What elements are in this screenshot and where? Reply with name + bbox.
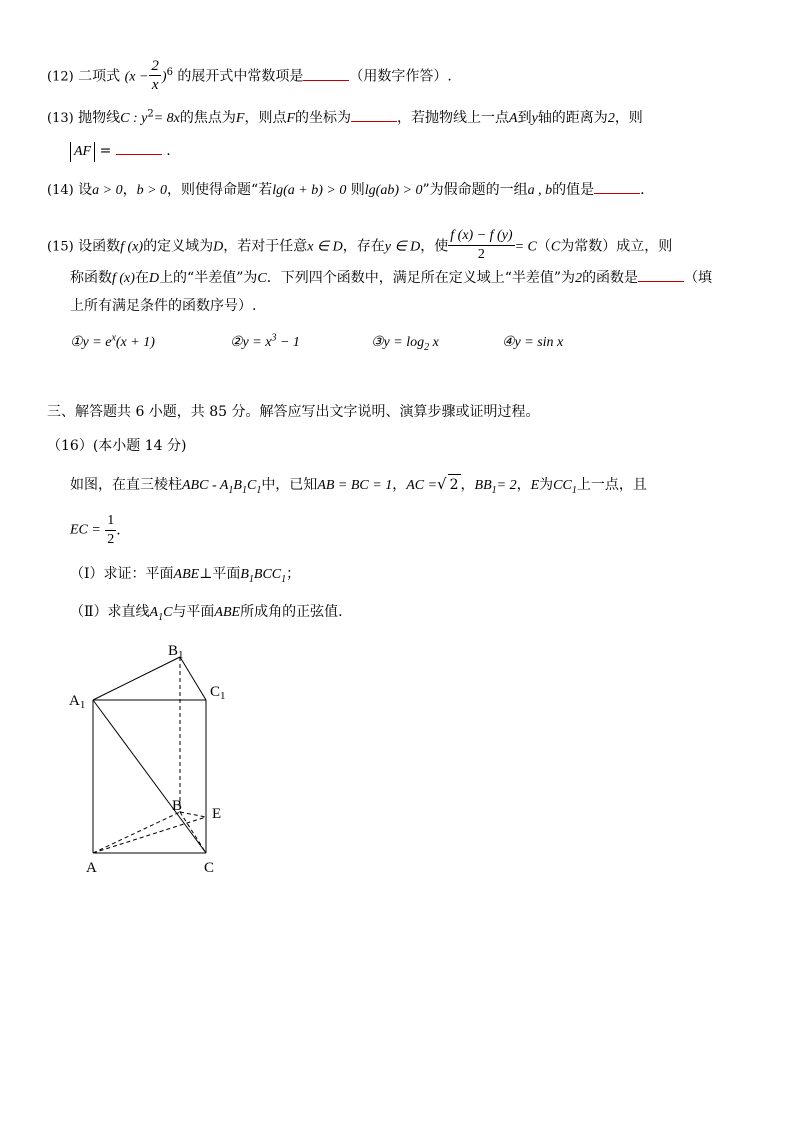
text: 抛物线 (78, 110, 121, 126)
text: ， (392, 477, 407, 493)
denominator: 2 (107, 532, 115, 547)
math: ABC - A (182, 478, 229, 493)
text: 中，已知 (261, 477, 318, 493)
math: AB = BC = 1 (317, 478, 393, 493)
math: F (286, 111, 296, 126)
math: x ∈ D (307, 239, 343, 255)
math: = C (514, 239, 537, 255)
math: A (149, 605, 159, 620)
math: y (531, 111, 538, 126)
option-label: ②y = x (230, 335, 272, 350)
text: 为 (539, 477, 554, 493)
text: 二项式 (78, 68, 121, 85)
math: CC (553, 478, 572, 493)
math: AF (70, 142, 95, 162)
text: ， (516, 477, 531, 493)
text: ”为假命题的一组 (422, 182, 528, 198)
edge-a1-b1 (93, 657, 180, 700)
exponent: 6 (166, 66, 173, 78)
text: 的坐标为 (295, 110, 352, 126)
math: = (99, 143, 112, 159)
text: 的定义域为 (143, 238, 214, 255)
text: ，则点 (244, 110, 287, 126)
math: C (257, 271, 267, 286)
text: （Ⅱ）求直线 (70, 604, 150, 620)
section-heading: 三、解答题共 6 小题，共 85 分。解答应写出文字说明、演算步骤或证明过程。 (47, 404, 540, 420)
segment-b-e-hidden (180, 812, 206, 817)
text: 设 (78, 182, 93, 198)
question-number: (15) (47, 239, 74, 255)
math: ⊥ (199, 566, 213, 582)
text: 为常数）成立，则 (560, 238, 673, 255)
text: （填 (684, 270, 713, 286)
text: 设函数 (78, 238, 121, 255)
option-tail: (x + 1) (115, 335, 155, 350)
math: B (233, 478, 242, 493)
text: 所成角的正弦值. (240, 604, 343, 620)
math: BCC (253, 567, 282, 582)
math: lg(a + b) > 0 (272, 183, 347, 198)
text: 称函数 (70, 270, 112, 286)
segment-a1-c (93, 700, 206, 853)
exponent: x (111, 332, 116, 344)
label-b: B (172, 798, 183, 814)
math: f (x) (120, 239, 144, 255)
text: 的函数是 (582, 270, 639, 286)
question-number: (12) (47, 69, 74, 85)
math: F (235, 111, 245, 126)
math: D (148, 271, 160, 286)
part-2: （Ⅱ）求直线$A_1C$与平面ABE所成角的正弦值. (70, 604, 343, 623)
question-number: (13) (47, 111, 74, 126)
math: EC = (70, 522, 101, 538)
math: = 2 (496, 478, 517, 493)
numerator: 1 (105, 512, 116, 531)
label-c1: $C_1$ (210, 684, 226, 702)
text: ； (286, 566, 301, 582)
math: A (509, 111, 518, 126)
text: （用数字作答）. (349, 68, 452, 85)
text: 上一点，且 (576, 477, 647, 493)
text: 轴的距离为 (537, 110, 608, 126)
text: ，若抛物线上一点 (397, 110, 510, 126)
text: 上所有满足条件的函数序号）. (70, 298, 257, 314)
text: ，存在 (342, 238, 385, 255)
expression: ) (161, 69, 167, 85)
text: ，使 (420, 238, 449, 255)
text: （Ⅰ）求证：平面 (70, 566, 174, 582)
denominator: x (151, 77, 159, 93)
math: a , b (527, 183, 553, 198)
option-label: ③y = log (371, 335, 425, 350)
math: C (550, 239, 561, 255)
text: 上的“半差值”为 (159, 270, 258, 286)
text: 的展开式中常数项是 (177, 68, 304, 85)
math: ABE (173, 567, 200, 582)
math: D (213, 239, 224, 255)
segment-a-e-hidden (93, 817, 206, 853)
part-1: （Ⅰ）求证：平面ABE⊥平面$B_1BCC_1$； (70, 566, 301, 585)
text: 如图，在直三棱柱 (70, 477, 182, 493)
text: ， (460, 477, 475, 493)
option-tail: − 1 (276, 335, 300, 350)
label-c: C (204, 860, 215, 876)
math: C (246, 478, 257, 493)
math: lg(ab) > 0 (364, 183, 423, 198)
label-a: A (86, 860, 97, 876)
text: ，若对于任意 (223, 238, 308, 255)
text: 与平面 (172, 604, 215, 620)
option-label: ④y = sin x (502, 335, 564, 350)
math: E (530, 478, 540, 493)
edge-b1-c1 (180, 657, 206, 700)
text: 在 (134, 270, 149, 286)
math: AC = (406, 478, 438, 493)
numerator: f (x) − f (y) (448, 227, 514, 246)
denominator: 2 (477, 247, 485, 262)
edge-a-b-hidden (93, 812, 180, 853)
option-label: ①y = e (70, 335, 112, 350)
math: B (240, 567, 249, 582)
exponent: 2 (147, 108, 154, 120)
text: 平面 (212, 566, 241, 582)
text: 的焦点为 (179, 110, 236, 126)
text: 到 (517, 110, 532, 126)
label-e: E (212, 806, 222, 822)
text: 的值是 (552, 182, 595, 198)
text: ．下列四个函数中，满足所在定义域上“半差值”为 (266, 270, 576, 286)
numerator: 2 (151, 58, 159, 74)
text: . (166, 143, 171, 159)
radicand: 2 (448, 474, 461, 495)
text: ，则 (614, 110, 643, 126)
question-number: (14) (47, 183, 74, 198)
math: C (163, 605, 173, 620)
math: ABE (214, 605, 241, 620)
text: （ (536, 238, 551, 255)
text: ，则使得命题“若 (167, 182, 273, 198)
math: = 8x (153, 111, 180, 126)
text: ， (122, 182, 137, 198)
question-16-stem: 如图，在直三棱柱ABC - $A_1B_1C_1$中，已知AB = BC = 1，AC =√ 2 ，$BB_1= 2$，E为$CC_1$上一点，且 (70, 475, 647, 496)
math: 2 (575, 271, 583, 286)
label-a1: $A_1$ (69, 693, 86, 711)
text: . (116, 522, 121, 539)
text: . (640, 182, 645, 198)
exponent: 3 (271, 332, 277, 344)
subscript: 2 (424, 341, 430, 353)
math: f (x) (112, 271, 135, 286)
text: 则 (350, 182, 365, 198)
option-tail: x (429, 335, 439, 350)
math: y ∈ D (384, 239, 421, 255)
question-16-header: （16）(本小题 14 分) (47, 438, 187, 454)
expression: (x − (124, 69, 149, 85)
math: b > 0 (136, 183, 168, 198)
math: 2 (607, 111, 615, 126)
math: a > 0 (92, 183, 123, 198)
math: BB (474, 478, 492, 493)
math: C : y (120, 111, 148, 126)
label-b1: $B_1$ (168, 643, 184, 661)
